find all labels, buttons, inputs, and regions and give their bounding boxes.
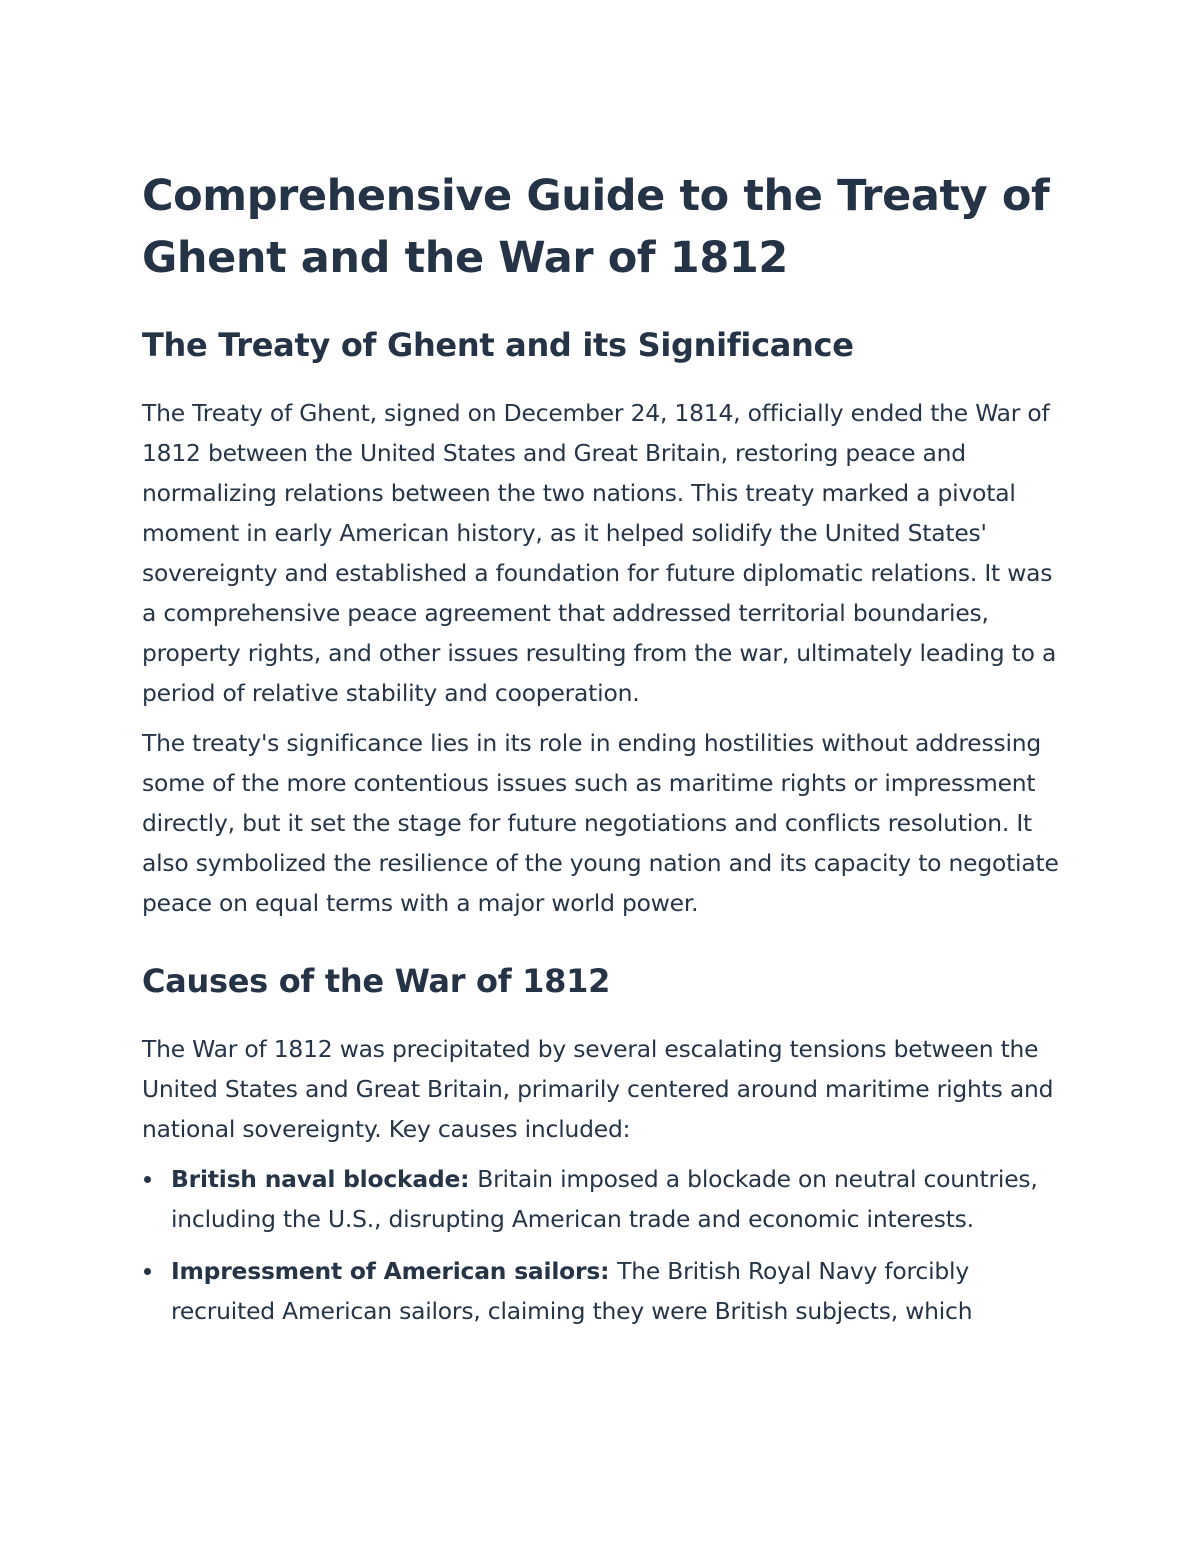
bullet-icon (144, 1176, 151, 1183)
document-title: Comprehensive Guide to the Treaty of Ghent and the War of 1812 (142, 171, 1050, 283)
section-heading-causes: Causes of the War of 1812 (142, 962, 611, 1000)
list-item-term: Impressment of American sailors: (171, 1257, 618, 1285)
section-heading-treaty: The Treaty of Ghent and its Significance (142, 326, 854, 364)
list-item (142, 1251, 1062, 1331)
list-item (142, 1159, 1062, 1239)
causes-list (142, 1159, 1062, 1331)
document-page (142, 165, 1062, 1343)
paragraph: The Treaty of Ghent, signed on December 24, 1814, officially ended the War of 1812 between the United States and Great Britain, restoring peace and normalizing relations between the two nations. This treaty marked a pivotal moment in early American history, as it helped solidify the United States' sovereignty and established a foundation for future diplomatic relations. It was a comprehensive peace agreement that addressed territorial boundaries, property rights, and other issues resulting from the war, ultimately leading to a period of relative stability and cooperation. (142, 399, 1057, 707)
bullet-icon (144, 1268, 151, 1275)
list-item-text: The British Royal Navy forcibly recruited American sailors, claiming they were British subjects, which (171, 1257, 973, 1325)
list-item-text: Britain imposed a blockade on neutral countries, including the U.S., disrupting American trade and economic interests. (171, 1165, 1038, 1233)
paragraph: The War of 1812 was precipitated by several escalating tensions between the United States and Great Britain, primarily centered around maritime rights and national sovereignty. Key causes included: (142, 1035, 1054, 1143)
list-item-term: British naval blockade: (171, 1165, 478, 1193)
paragraph: The treaty's significance lies in its role in ending hostilities without addressing some of the more contentious issues such as maritime rights or impressment directly, but it set the stage for future negotiations and conflicts resolution. It also symbolized the resilience of the young nation and its capacity to negotiate peace on equal terms with a major world power. (142, 729, 1059, 917)
